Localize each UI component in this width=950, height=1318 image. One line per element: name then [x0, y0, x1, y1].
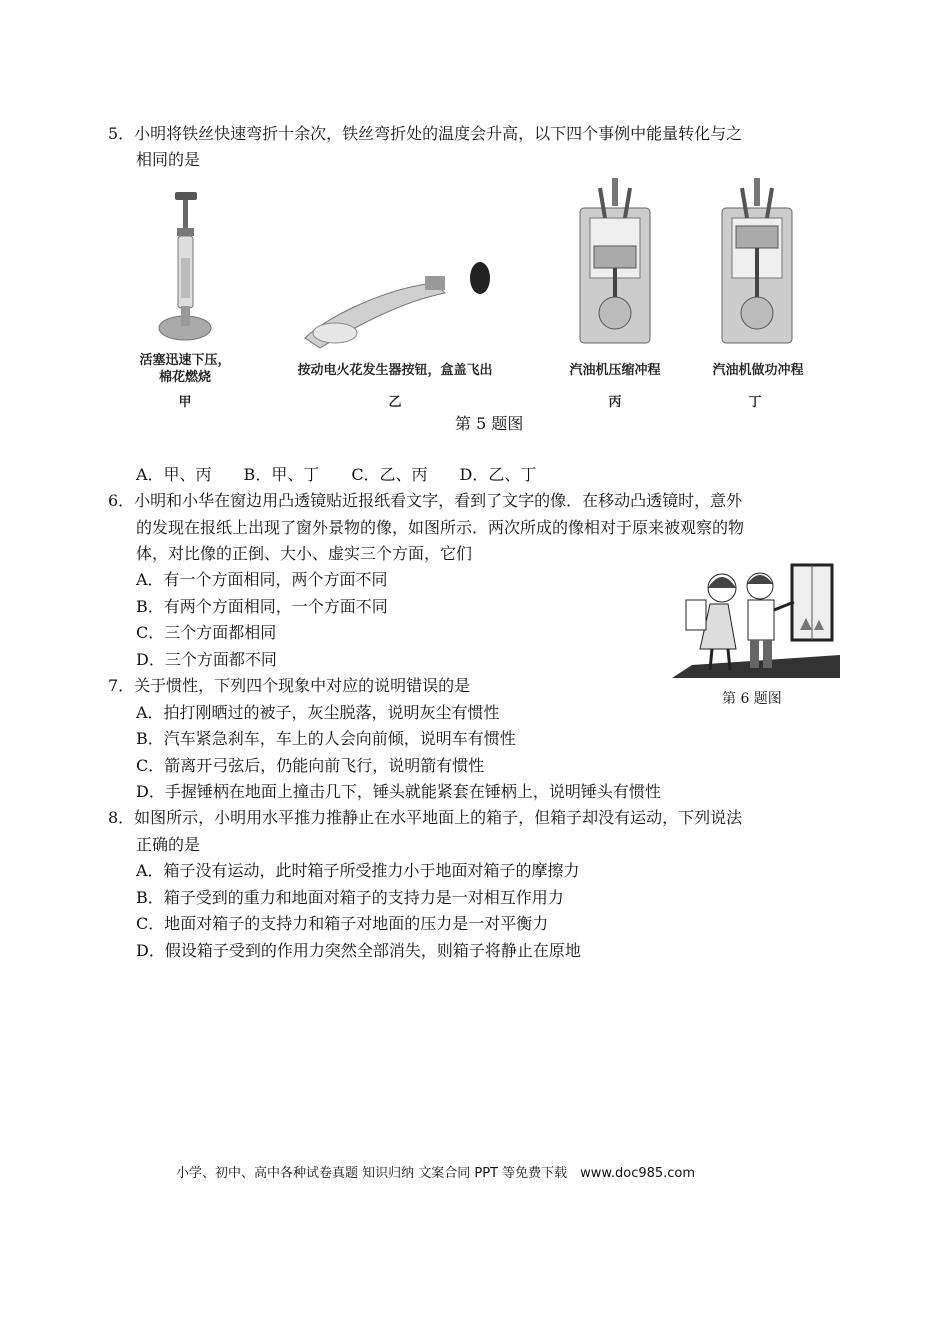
q6-figure-title: 第 6 题图: [722, 691, 782, 707]
lens-window-figure: [672, 560, 840, 678]
q7-option-a: A．拍打刚晒过的被子，灰尘脱落，说明灰尘有惯性: [136, 703, 500, 722]
q5-stem-line1: 5．小明将铁丝快速弯折十余次，铁丝弯折处的温度会升高，以下四个事例中能量转化与之: [108, 124, 743, 143]
q7-option-c: C．箭离开弓弦后，仍能向前飞行，说明箭有惯性: [136, 756, 485, 775]
q8-stem-line1: 8．如图所示，小明用水平推力推静止在水平地面上的箱子，但箱子却没有运动，下列说法: [108, 808, 743, 827]
q8-option-b: B．箱子受到的重力和地面对箱子的支持力是一对相互作用力: [136, 888, 564, 907]
q6-stem-line2: 的发现在报纸上出现了窗外景物的像，如图所示．两次所成的像相对于原来被观察的物: [136, 518, 745, 537]
compression-stroke-figure: [570, 178, 660, 348]
q5-fig-d-tag: 丁: [748, 395, 762, 410]
q5-options: A．甲、丙 B．甲、丁 C．乙、丙 D．乙、丁: [136, 465, 537, 484]
power-stroke-figure: [712, 178, 802, 348]
caption-text: 棉花燃烧: [158, 370, 211, 385]
q6-option-c: C．三个方面都相同: [136, 623, 277, 642]
caption-text: 活塞迅速下压，: [139, 353, 231, 368]
q5-fig-b-caption: 按动电火花发生器按钮，盒盖飞出: [297, 363, 493, 378]
q8-option-a: A．箱子没有运动，此时箱子所受推力小于地面对箱子的摩擦力: [136, 861, 580, 880]
q5-fig-c-caption: 汽油机压缩冲程: [569, 363, 661, 378]
spark-generator-figure: [295, 258, 495, 358]
q7-option-b: B．汽车紧急刹车，车上的人会向前倾，说明车有惯性: [136, 729, 516, 748]
q5-figure-title: 第 5 题图: [455, 414, 524, 433]
q8-option-c: C．地面对箱子的支持力和箱子对地面的压力是一对平衡力: [136, 914, 549, 933]
q6-option-b: B．有两个方面相同，一个方面不同: [136, 597, 388, 616]
q5-fig-b-tag: 乙: [388, 395, 402, 410]
fire-syringe-figure: [150, 188, 220, 348]
q7-option-d: D．手握锤柄在地面上撞击几下，锤头就能紧套在锤柄上，说明锤头有惯性: [136, 782, 661, 801]
q5-fig-a-tag: 甲: [178, 395, 192, 410]
q6-stem-line3: 体，对比像的正倒、大小、虚实三个方面，它们: [136, 544, 473, 563]
q8-stem-line2: 正确的是: [136, 835, 201, 854]
q5-stem-line2: 相同的是: [136, 150, 201, 169]
q6-option-d: D．三个方面都不同: [136, 650, 277, 669]
q6-option-a: A．有一个方面相同，两个方面不同: [136, 570, 388, 589]
q5-fig-c-tag: 丙: [608, 395, 622, 410]
q6-stem-line1: 6．小明和小华在窗边用凸透镜贴近报纸看文字，看到了文字的像．在移动凸透镜时，意外: [108, 491, 743, 510]
q5-fig-a-caption: [110, 352, 260, 386]
q5-fig-d-caption: 汽油机做功冲程: [712, 363, 804, 378]
q8-option-d: D．假设箱子受到的作用力突然全部消失，则箱子将静止在原地: [136, 941, 581, 960]
page-footer: 小学、初中、高中各种试卷真题 知识归纳 文案合同 PPT 等免费下载 www.doc985.com: [176, 1166, 696, 1181]
q7-stem: 7．关于惯性，下列四个现象中对应的说明错误的是: [108, 676, 471, 695]
